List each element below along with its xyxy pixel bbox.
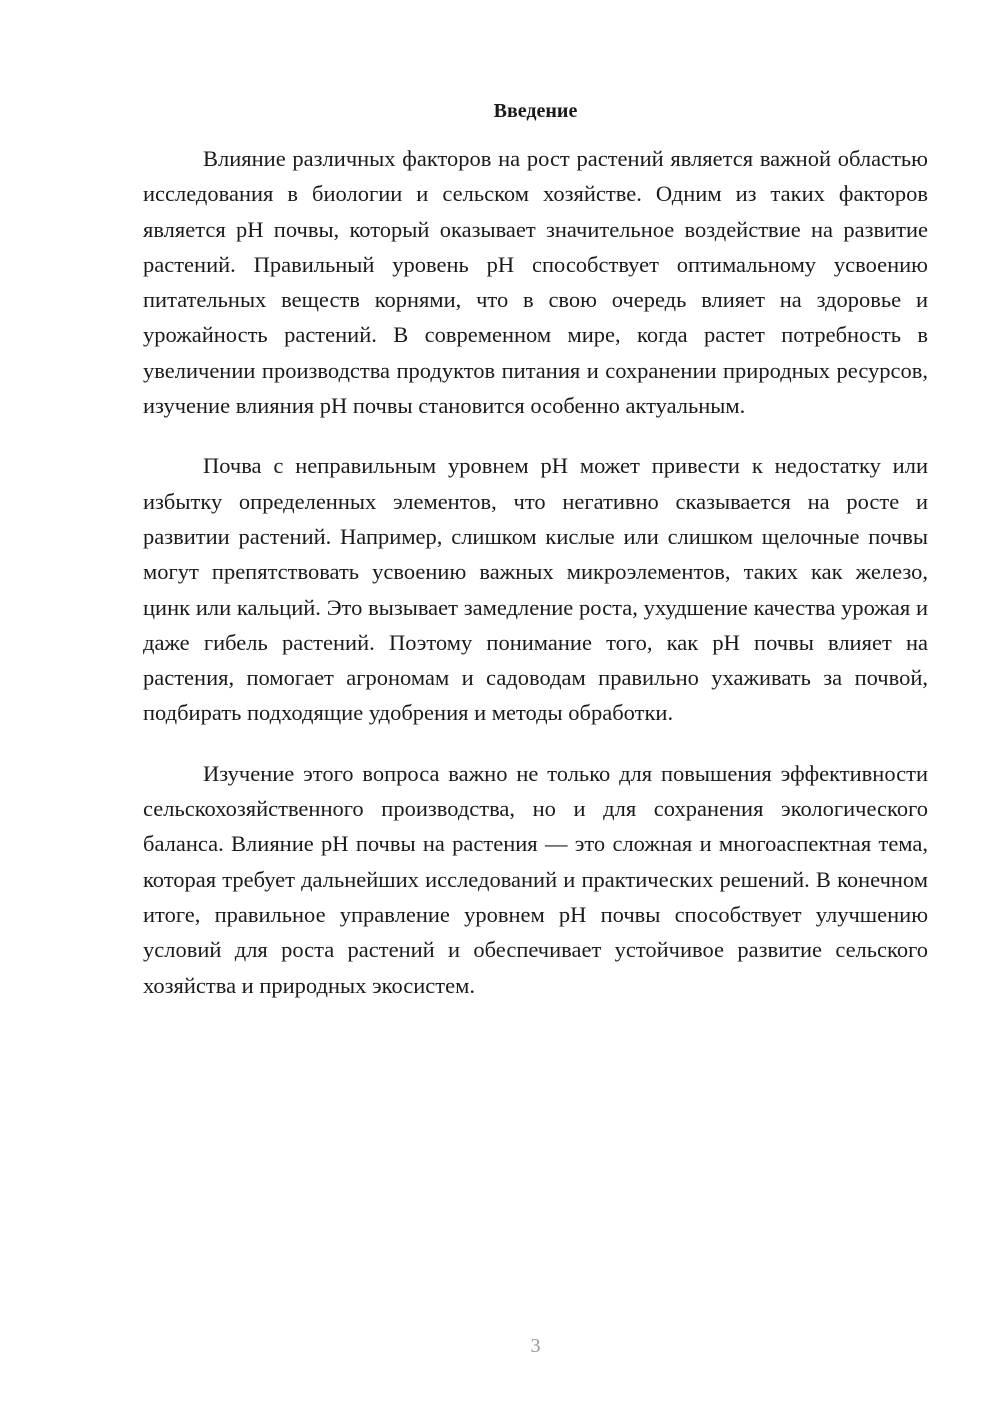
- paragraph-1: Влияние различных факторов на рост растений является важной областью исследования в биологии и сельском хозяйстве. Одним из таких факторов является pH почвы, который оказывает значительное воздействие на развитие растений. Правильный уровень pH способствует оптимальному усвоению питательных веществ корнями, что в свою очередь влияет на здоровье и урожайность растений. В современном мире, когда растет потребность в увеличении производства продуктов питания и сохранении природных ресурсов, изучение влияния pH почвы становится особенно актуальным.: [143, 146, 928, 419]
- page-number: 3: [530, 1335, 541, 1357]
- paragraph-3: Изучение этого вопроса важно не только для повышения эффективности сельскохозяйственного производства, но и для сохранения экологического баланса. Влияние pH почвы на растения — это сложная и многоаспектная тема, которая требует дальнейших исследований и практических решений. В конечном итоге, правильное управление уровнем pH почвы способствует улучшению условий для роста растений и обеспечивает устойчивое развитие сельского хозяйства и природных экосистем.: [143, 760, 928, 998]
- document-body: [143, 141, 928, 1028]
- paragraph-2: Почва с неправильным уровнем pH может привести к недостатку или избытку определенных элементов, что негативно сказывается на росте и развитии растений. Например, слишком кислые или слишком щелочные почвы могут препятствовать усвоению важных микроэлементов, таких как железо, цинк или кальций. Это вызывает замедление роста, ухудшение качества урожая и даже гибель растений. Поэтому понимание того, как pH почвы влияет на растения, помогает агрономам и садоводам правильно ухаживать за почвой, подбирать подходящие удобрения и методы обработки.: [143, 453, 928, 726]
- page-title: Введение: [493, 100, 578, 122]
